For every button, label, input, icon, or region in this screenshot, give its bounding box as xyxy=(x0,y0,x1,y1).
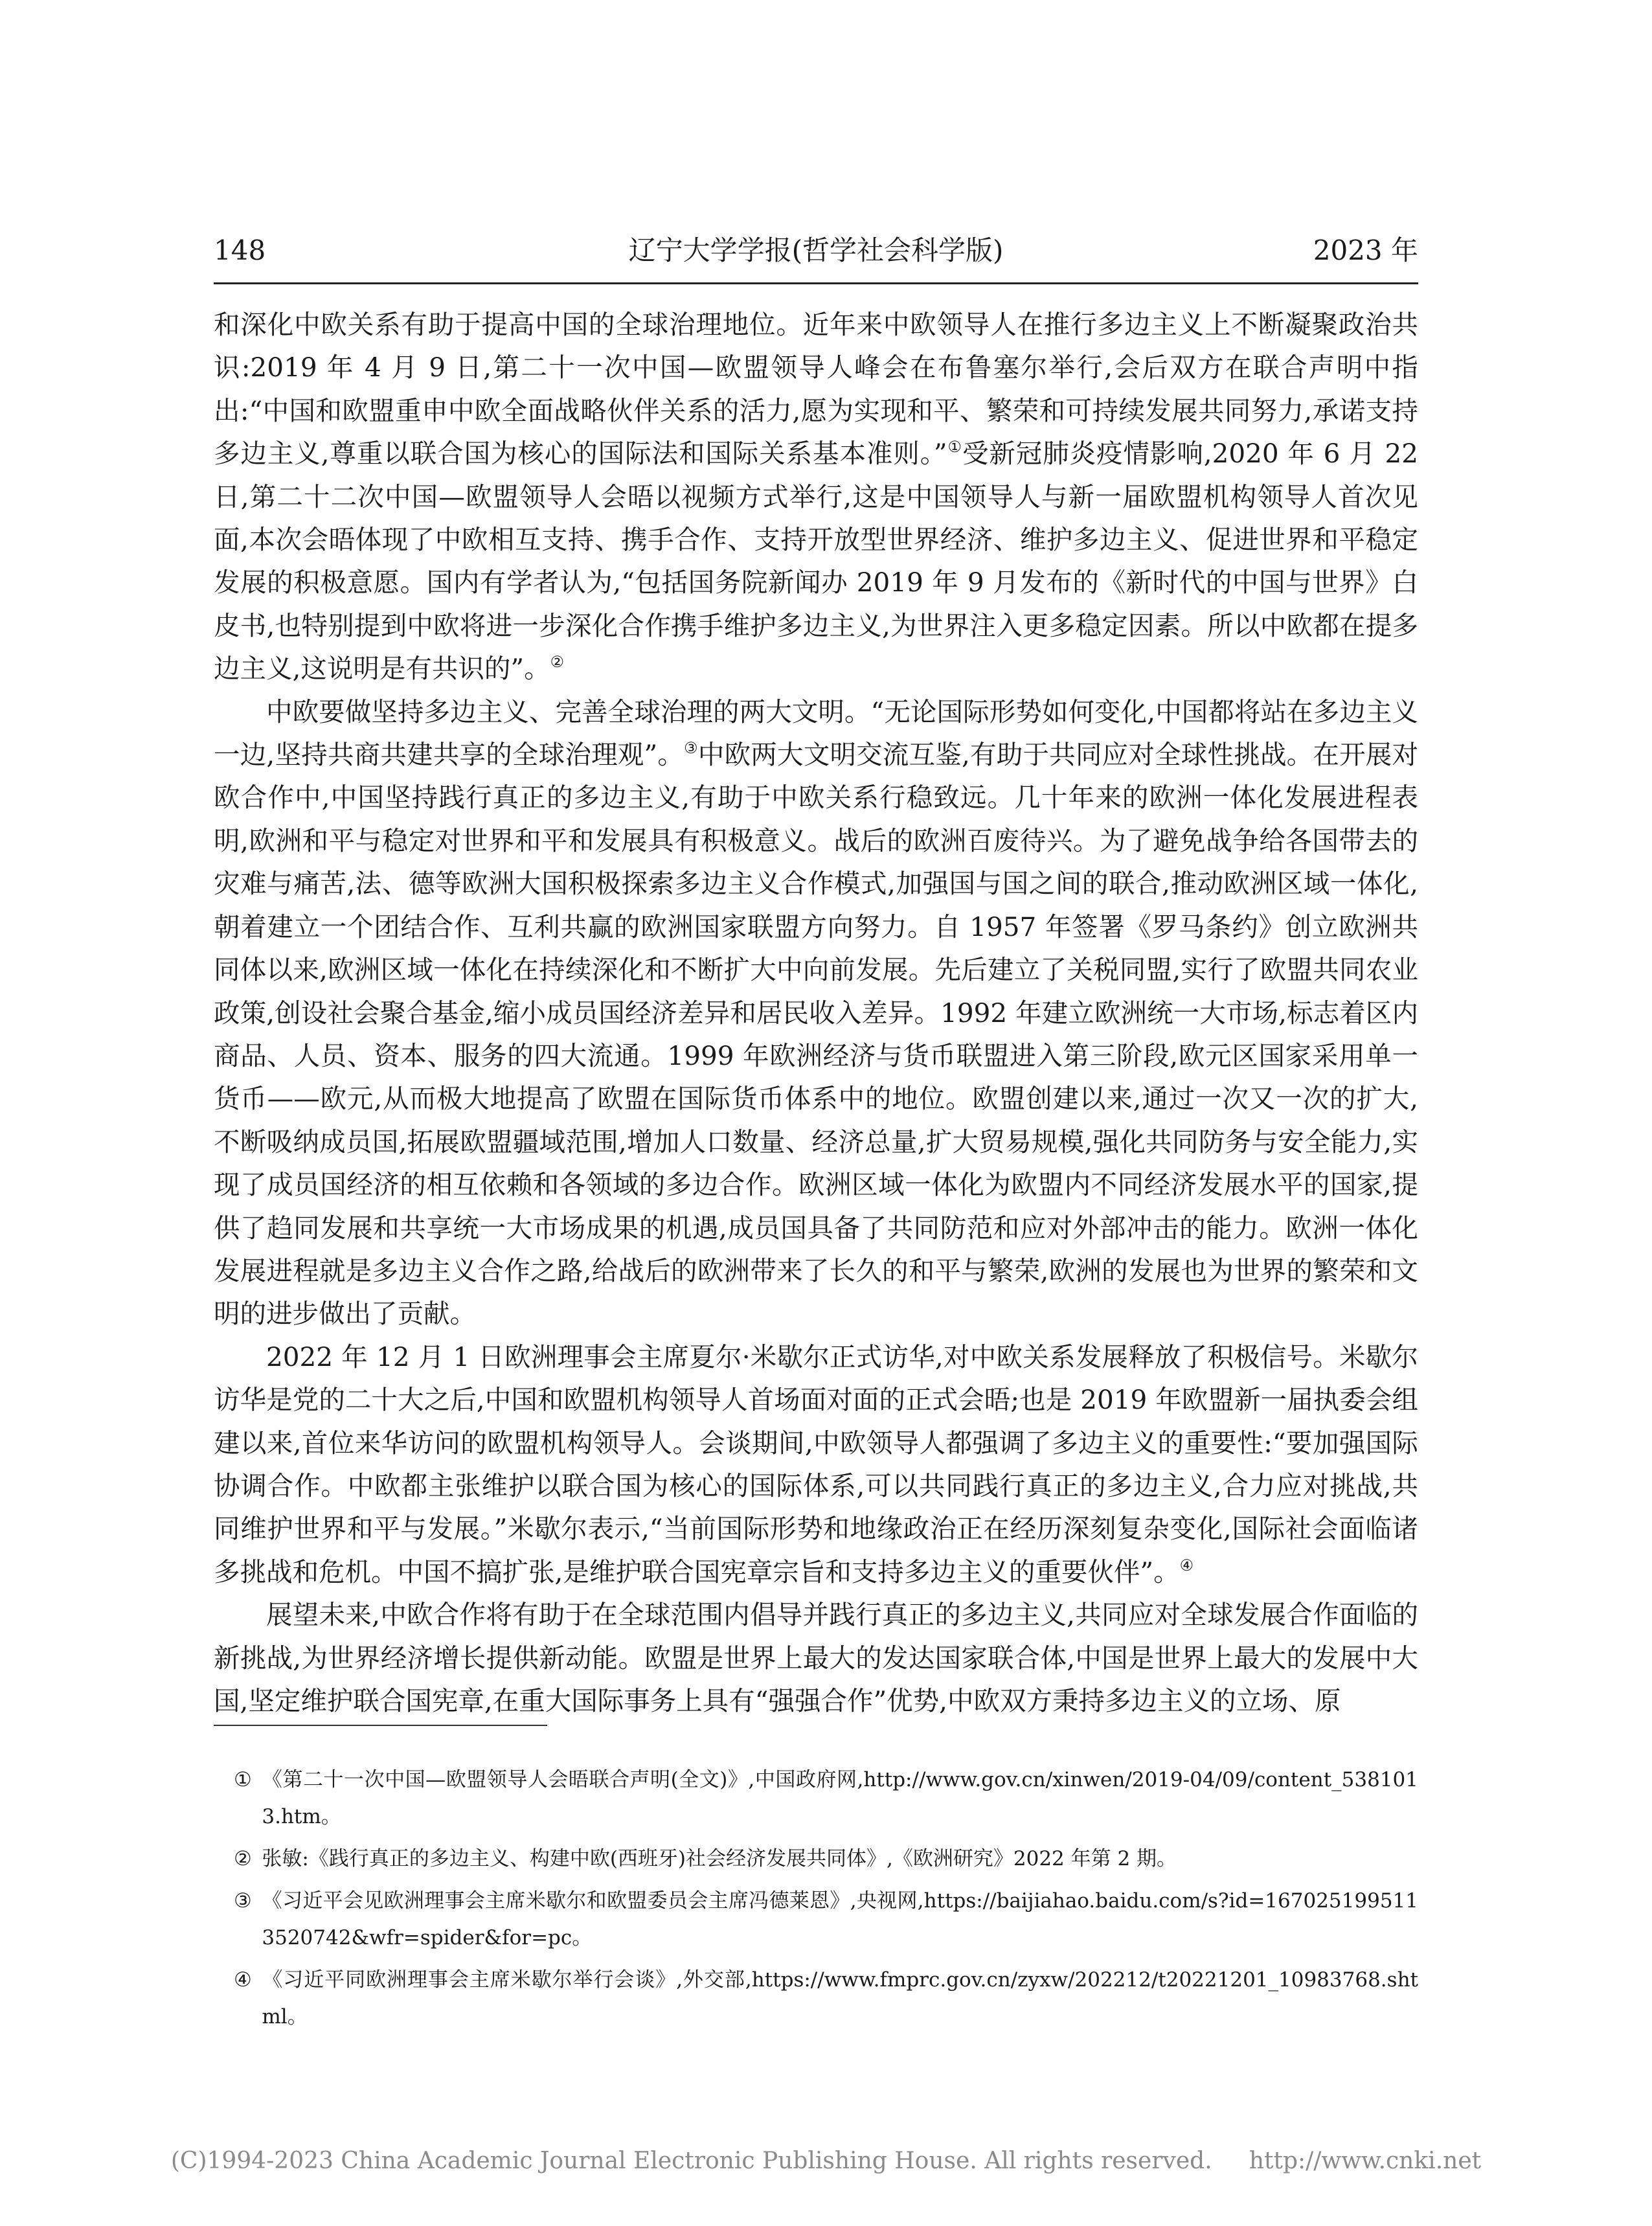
publication-year: 2023 年 xyxy=(1313,234,1418,266)
footnote-marker: ① xyxy=(234,1768,252,1791)
footnote-text: 张敏:《践行真正的多边主义、构建中欧(西班牙)社会经济发展共同体》,《欧洲研究》2022 年第 2 期。 xyxy=(262,1847,1177,1870)
footnote-text: 《第二十一次中国—欧盟领导人会晤联合声明(全文)》,中国政府网,http://www.gov.cn/xinwen/2019-04/09/content_5381013.htm。 xyxy=(262,1768,1418,1828)
copyright-notice: (C)1994-2023 China Academic Journal Electronic Publishing House. All rights reserved. http://www.cnki.net xyxy=(170,2148,1482,2174)
paragraph-4 xyxy=(214,1593,1418,1722)
running-header xyxy=(214,228,1418,273)
paragraph-2 xyxy=(214,690,1418,1335)
paragraph-1 xyxy=(214,303,1418,690)
footnote-3 xyxy=(214,1883,1418,1957)
footnote-text: 《习近平同欧洲理事会主席米歇尔举行会谈》,外交部,https://www.fmprc.gov.cn/zyxw/202212/t20221201_10983768.shtml。 xyxy=(262,1968,1418,2028)
article-body xyxy=(214,303,1418,1722)
footnotes xyxy=(214,1762,1418,2041)
footnote-4 xyxy=(214,1962,1418,2036)
header-rule xyxy=(214,282,1418,284)
paragraph-3 xyxy=(214,1335,1418,1593)
paragraph-text: 中欧要做坚持多边主义、完善全球治理的两大文明。“无论国际形势如何变化,中国都将站在多边主义一边,坚持共商共建共享的全球治理观”。 xyxy=(214,696,1418,771)
footnote-1 xyxy=(214,1762,1418,1835)
footnote-rule xyxy=(214,1725,547,1726)
page-number: 148 xyxy=(214,234,266,266)
footnote-ref-2[interactable]: ② xyxy=(550,653,565,672)
paragraph-text: 中欧两大文明交流互鉴,有助于共同应对全球性挑战。在开展对欧合作中,中国坚持践行真正的多边主义,有助于中欧关系行稳致远。几十年来的欧洲一体化发展进程表明,欧洲和平与稳定对世界和平和发展具有积极意义。战后的欧洲百废待兴。为了避免战争给各国带去的灾难与痛苦,法、德等欧洲大国积极探索多边主义合作模式,加强国与国之间的联合,推动欧洲区域一体化,朝着建立一个团结合作、互利共赢的欧洲国家联盟方向努力。自 1957 年签署《罗马条约》创立欧洲共同体以来,欧洲区域一体化在持续深化和不断扩大中向前发展。先后建立了关税同盟,实行了欧盟共同农业政策,创设社会聚合基金,缩小成员国经济差异和居民收入差异。1992 年建立欧洲统一大市场,标志着区内商品、人员、资本、服务的四大流通。1999 年欧洲经济与货币联盟进入第三阶段,欧元区国家采用单一货币——欧元,从而极大地提高了欧盟在国际货币体系中的地位。欧盟创建以来,通过一次又一次的扩大,不断吸纳成员国,拓展欧盟疆域范围,增加人口数量、经济总量,扩大贸易规模,强化共同防务与安全能力,实现了成员国经济的相互依赖和各领域的多边合作。欧洲区域一体化为欧盟内不同经济发展水平的国家,提供了趋同发展和共享统一大市场成果的机遇,成员国具备了共同防范和应对外部冲击的能力。欧洲一体化发展进程就是多边主义合作之路,给战后的欧洲带来了长久的和平与繁荣,欧洲的发展也为世界的繁荣和文明的进步做出了贡献。 xyxy=(214,739,1419,1330)
paragraph-text: 和深化中欧关系有助于提高中国的全球治理地位。近年来中欧领导人在推行多边主义上不断凝聚政治共识:2019 年 4 月 9 日,第二十一次中国—欧盟领导人峰会在布鲁塞尔举行,会后双方在联合声明中指出:“中国和欧盟重申中欧全面战略伙伴关系的活力,愿为实现和平、繁荣和可持续发展共同努力,承诺支持多边主义,尊重以联合国为核心的国际法和国际关系基本准则。” xyxy=(214,309,1418,470)
footnote-ref-3[interactable]: ③ xyxy=(684,739,698,758)
footnote-marker: ② xyxy=(234,1847,252,1870)
footnote-marker: ③ xyxy=(234,1889,252,1913)
footnote-ref-4[interactable]: ④ xyxy=(1179,1556,1194,1574)
paragraph-text: 受新冠肺炎疫情影响,2020 年 6 月 22 日,第二十二次中国—欧盟领导人会晤以视频方式举行,这是中国领导人与新一届欧盟机构领导人首次见面,本次会晤体现了中欧相互支持、携手合作、支持开放型世界经济、维护多边主义、促进世界和平稳定发展的积极意愿。国内有学者认为,“包括国务院新闻办 2019 年 9 月发布的《新时代的中国与世界》白皮书,也特别提到中欧将进一步深化合作携手维护多边主义,为世界注入更多稳定因素。所以中欧都在提多边主义,这说明是有共识的”。 xyxy=(214,438,1418,685)
footnote-ref-1[interactable]: ① xyxy=(947,438,962,457)
footnote-text: 《习近平会见欧洲理事会主席米歇尔和欧盟委员会主席冯德莱恩》,央视网,https://baijiahao.baidu.com/s?id=1670251995113520742&wfr=spider&for=pc。 xyxy=(262,1889,1418,1949)
paragraph-text: 展望未来,中欧合作将有助于在全球范围内倡导并践行真正的多边主义,共同应对全球发展合作面临的新挑战,为世界经济增长提供新动能。欧盟是世界上最大的发达国家联合体,中国是世界上最大的发展中大国,坚定维护联合国宪章,在重大国际事务上具有“强强合作”优势,中欧双方秉持多边主义的立场、原 xyxy=(214,1599,1418,1716)
footnote-2 xyxy=(214,1841,1418,1878)
journal-title: 辽宁大学学报(哲学社会科学版) xyxy=(628,234,1004,266)
paragraph-text: 2022 年 12 月 1 日欧洲理事会主席夏尔·米歇尔正式访华,对中欧关系发展释放了积极信号。米歇尔访华是党的二十大之后,中国和欧盟机构领导人首场面对面的正式会晤;也是 2019 年欧盟新一届执委会组建以来,首位来华访问的欧盟机构领导人。会谈期间,中欧领导人都强调了多边主义的重要性:“要加强国际协调合作。中欧都主张维护以联合国为核心的国际体系,可以共同践行真正的多边主义,合力应对挑战,共同维护世界和平与发展。”米歇尔表示,“当前国际形势和地缘政治正在经历深刻复杂变化,国际社会面临诸多挑战和危机。中国不搞扩张,是维护联合国宪章宗旨和支持多边主义的重要伙伴”。 xyxy=(214,1341,1418,1587)
footnote-marker: ④ xyxy=(234,1968,252,1992)
